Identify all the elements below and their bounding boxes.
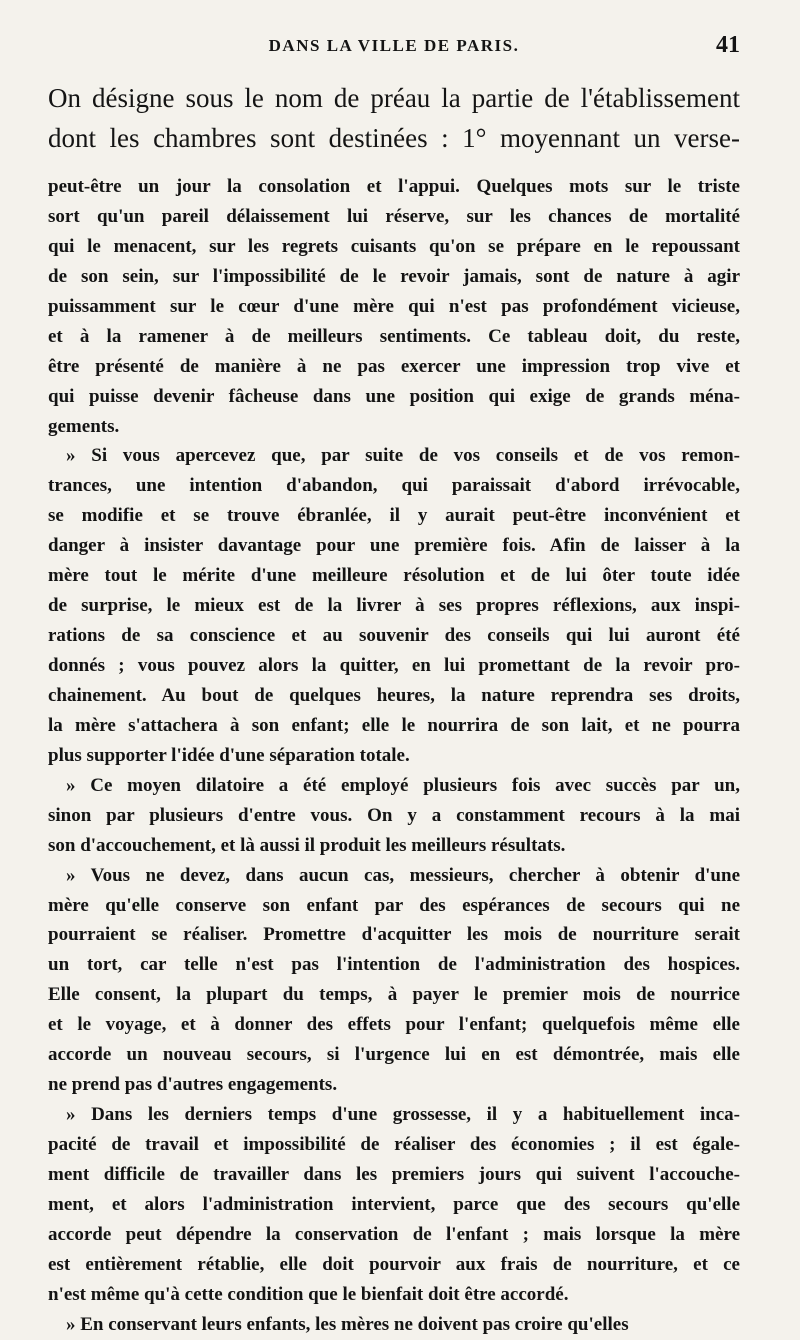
text-line: mère tout le mérite d'une meilleure résolution et de lui ôter toute idée — [48, 565, 740, 587]
text-line: mère qu'elle conserve son enfant par des espérances de secours qui ne — [48, 894, 740, 916]
text-line: sort qu'un pareil délaissement lui réserve, sur les chances de mortalité — [48, 205, 740, 227]
text-line: n'est même qu'à cette condition que le bienfait doit être accordé. — [48, 1283, 569, 1305]
text-line: puissamment sur le cœur d'une mère qui n'est pas profondément vicieuse, — [48, 295, 740, 317]
text-line: qui le menacent, sur les regrets cuisants qu'on se prépare en le repoussant — [48, 235, 740, 257]
text-line: peut-être un jour la consolation et l'appui. Quelques mots sur le triste — [48, 176, 740, 197]
text-line: » En conservant leurs enfants, les mères ne doivent pas croire qu'elles — [66, 1313, 629, 1335]
text-line: se modifie et se trouve ébranlée, il y aurait peut-être inconvénient et — [48, 505, 740, 527]
text-line: gements. — [48, 415, 120, 437]
text-line: ne prend pas d'autres engagements. — [48, 1074, 338, 1096]
text-line: accorde peut dépendre la conservation de l'enfant ; mais lorsque la mère — [48, 1223, 740, 1245]
text-line: pacité de travail et impossibilité de réaliser des économies ; il est égale- — [48, 1134, 740, 1155]
text-line: danger à insister davantage pour une première fois. Afin de laisser à la — [48, 535, 740, 557]
overlay-line: dont les chambres sont destinées : 1° moyennant un verse- — [48, 123, 740, 153]
text-line: être présenté de manière à ne pas exercer une impression trop vive et — [48, 355, 740, 377]
text-line: de surprise, le mieux est de la livrer à ses propres réflexions, aux inspi- — [48, 595, 740, 617]
text-line: la mère s'attachera à son enfant; elle le nourrira de son lait, et ne pourra — [48, 714, 740, 736]
text-line: chainement. Au bout de quelques heures, la nature reprendra ses droits, — [48, 684, 740, 706]
text-line: pourraient se réaliser. Promettre d'acquitter les mois de nourriture serait — [48, 924, 740, 946]
page-number: 41 — [716, 32, 740, 58]
text-line: plus supporter l'idée d'une séparation totale. — [48, 744, 410, 766]
overlay-slip-text — [48, 78, 740, 158]
text-line: Elle consent, la plupart du temps, à payer le premier mois de nourrice — [48, 984, 740, 1006]
text-line: qui puisse devenir fâcheuse dans une position qui exige de grands ména- — [48, 385, 740, 407]
text-line: un tort, car telle n'est pas l'intention de l'administration des hospices. — [48, 954, 740, 976]
page-header — [48, 34, 740, 64]
text-line: est entièrement rétablie, elle doit pourvoir aux frais de nourriture, et ce — [48, 1253, 740, 1275]
text-line: ment difficile de travailler dans les premiers jours qui suivent l'accouche- — [48, 1163, 740, 1185]
text-line: » Ce moyen dilatoire a été employé plusieurs fois avec succès par un, — [66, 774, 740, 796]
text-line: son d'accouchement, et là aussi il produit les meilleurs résultats. — [48, 834, 566, 856]
text-line: » Si vous apercevez que, par suite de vos conseils et de vos remon- — [66, 445, 740, 467]
text-line: sinon par plusieurs d'entre vous. On y a constamment recours à la mai — [48, 804, 740, 826]
text-line: trances, une intention d'abandon, qui paraissait d'abord irrévocable, — [48, 475, 740, 497]
overlay-line: On désigne sous le nom de préau la partie de l'établissement — [48, 83, 740, 113]
running-head: DANS LA VILLE DE PARIS. — [268, 36, 520, 55]
text-line: » Vous ne devez, dans aucun cas, messieurs, chercher à obtenir d'une — [66, 864, 740, 886]
text-line: ment, et alors l'administration intervient, parce que des secours qu'elle — [48, 1193, 740, 1215]
text-line: donnés ; vous pouvez alors la quitter, en lui promettant de la revoir pro- — [48, 655, 740, 676]
text-line: et le voyage, et à donner des effets pour l'enfant; quelquefois même elle — [48, 1014, 740, 1036]
text-line: accorde un nouveau secours, si l'urgence lui en est démontrée, mais elle — [48, 1044, 740, 1066]
text-line: de son sein, sur l'impossibilité de le revoir jamais, sont de nature à agir — [48, 265, 740, 287]
body-text — [48, 172, 740, 1340]
text-line: rations de sa conscience et au souvenir des conseils qui lui auront été — [48, 625, 740, 647]
text-line: et à la ramener à de meilleurs sentiments. Ce tableau doit, du reste, — [48, 325, 740, 347]
text-line: » Dans les derniers temps d'une grossesse, il y a habituellement inca- — [66, 1104, 740, 1126]
